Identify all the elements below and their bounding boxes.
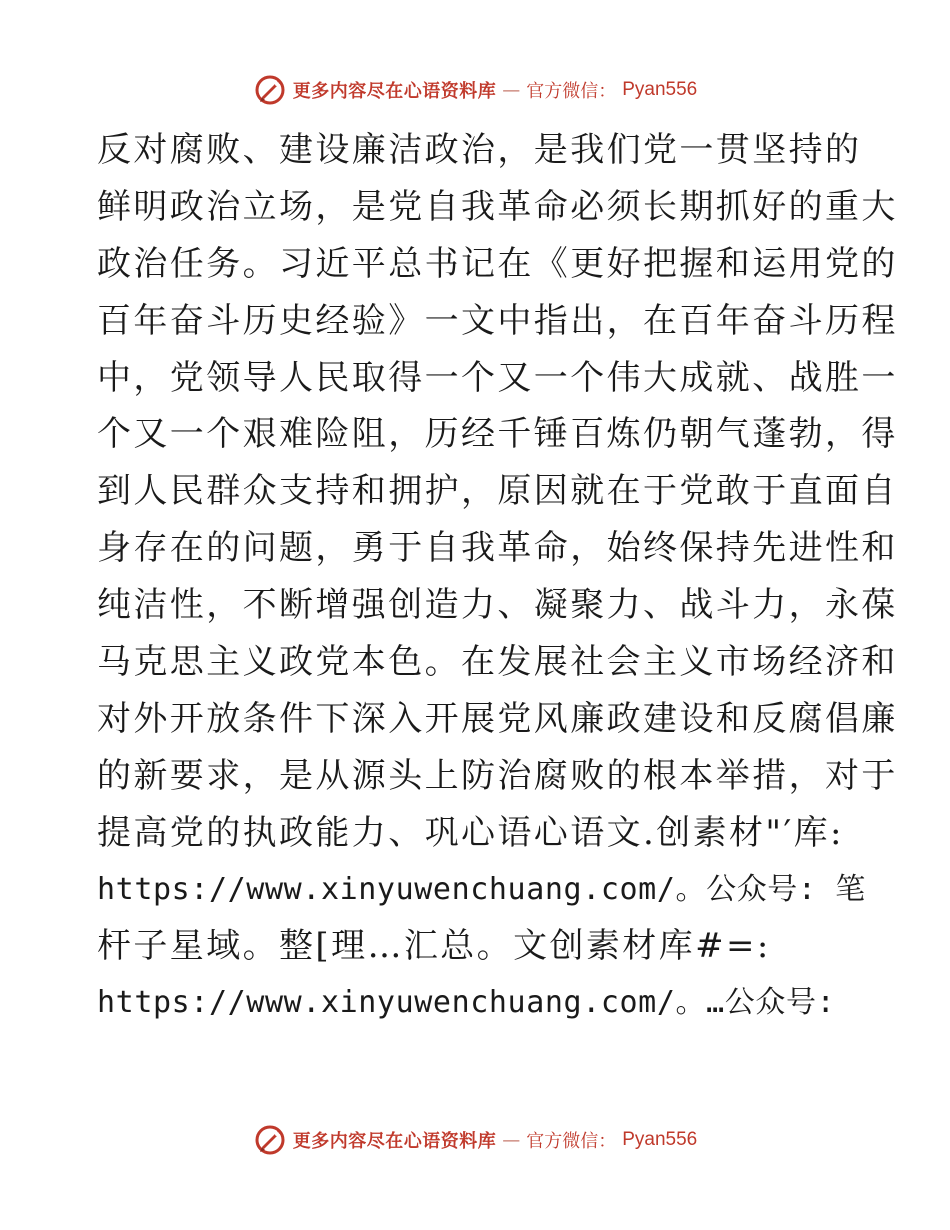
footer-banner (0, 1120, 950, 1160)
body-line: 提高党的执政能力、巩心语心语文.创素材"′库: (97, 812, 844, 853)
quill-pen-logo-icon (253, 1123, 287, 1157)
footer-wechat-id: Pyan556 (622, 1129, 698, 1150)
body-line: 杆子星域。整[理…汇总。文创素材库#=: (97, 926, 771, 967)
footer-slogan: 更多内容尽在心语资料库 (292, 1131, 497, 1152)
body-line: 到人民群众支持和拥护，原因就在于党敢于直面自 (97, 471, 898, 512)
body-line: 纯洁性，不断增强创造力、凝聚力、战斗力，永葆 (97, 585, 898, 626)
body-line-url: https://www.xinyuwenchuang.com/。公众号: 笔 (97, 871, 866, 907)
body-line: 中，党领导人民取得一个又一个伟大成就、战胜一 (97, 357, 898, 398)
quill-pen-logo-icon (253, 73, 287, 107)
header-slogan: 更多内容尽在心语资料库 (292, 81, 497, 102)
body-line: 鲜明政治立场，是党自我革命必须长期抓好的重大 (97, 186, 898, 227)
header-wechat-label: 官方微信： (526, 81, 617, 102)
body-line: 反对腐败、建设廉洁政治，是我们党一贯坚持的 (97, 130, 862, 170)
header-banner (0, 70, 950, 110)
body-line: 身存在的问题，勇于自我革命，始终保持先进性和 (97, 528, 898, 569)
body-line: 政治任务。习近平总书记在《更好把握和运用党的 (97, 243, 898, 284)
body-line: 对外开放条件下深入开展党风廉政建设和反腐倡廉 (97, 698, 898, 739)
body-line: 马克思主义政党本色。在发展社会主义市场经济和 (97, 642, 898, 683)
footer-separator: — (502, 1129, 521, 1151)
body-line-url: https://www.xinyuwenchuang.com/。…公众号: (97, 985, 836, 1021)
header-separator: — (502, 79, 521, 101)
footer-wechat-label: 官方微信： (526, 1131, 617, 1152)
header-wechat-id: Pyan556 (622, 79, 698, 100)
document-body (97, 122, 898, 1032)
body-line: 个又一个艰难险阻，历经千锤百炼仍朝气蓬勃，得 (97, 414, 898, 455)
body-line: 百年奋斗历史经验》一文中指出，在百年奋斗历程 (97, 300, 898, 341)
body-line: 的新要求，是从源头上防治腐败的根本举措，对于 (97, 755, 898, 796)
